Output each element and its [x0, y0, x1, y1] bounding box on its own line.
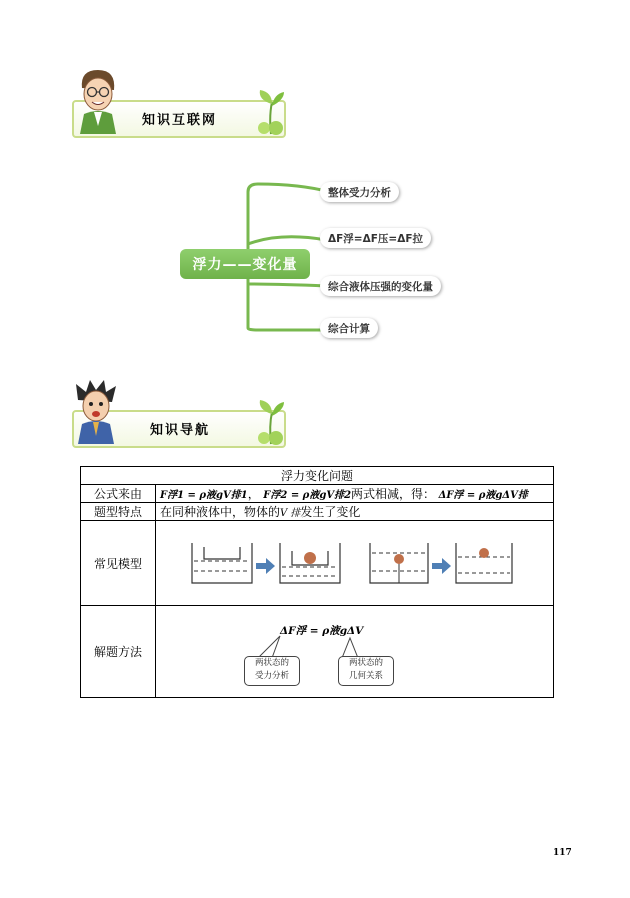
callout-geometry — [338, 656, 394, 686]
section1-title: 知识互联网 — [142, 113, 218, 128]
mindmap-center-node: 浮力——变化量 — [180, 249, 310, 279]
callout-geometry-line1: 两状态的 — [348, 658, 383, 668]
row-label-question-type: 题型特点 — [81, 503, 156, 521]
models-diagram — [156, 521, 552, 605]
callout-geometry-line2: 几何关系 — [348, 671, 383, 681]
question-type-text-before: 在同种液体中，物体的 — [160, 505, 281, 519]
formula-delta: ΔF浮 = ρ液gΔV排 — [438, 490, 528, 501]
mindmap-node-delta-f: ΔF浮=ΔF压=ΔF拉 — [320, 228, 431, 248]
sprout-icon — [254, 88, 288, 136]
callout-force-line1: 两状态的 — [254, 658, 289, 668]
solution-formula: ΔF浮 = ρ液gΔV — [280, 625, 364, 637]
row-label-common-models: 常见模型 — [81, 521, 156, 606]
formula-subtract-text: 两式相减，得： — [351, 487, 436, 501]
page-number: 117 — [553, 848, 572, 858]
model-3-ball-submerged — [370, 543, 428, 583]
question-type-text-after: 发生了变化 — [300, 505, 361, 519]
mindmap-node-calculation: 综合计算 — [320, 318, 378, 338]
callout-force-analysis — [244, 656, 300, 686]
model-1-empty-bowl — [192, 543, 252, 583]
arrow-right-icon — [256, 558, 275, 574]
callout-force-line2: 受力分析 — [254, 671, 289, 681]
model-2-bowl-with-ball — [280, 543, 340, 583]
formula-separator: ， — [247, 487, 260, 501]
row-common-models — [156, 521, 554, 606]
row-formula-origin — [156, 485, 554, 503]
formula-f1: F浮1 = ρ液gV排1 — [160, 490, 248, 501]
row-label-formula-origin: 公式来由 — [81, 485, 156, 503]
callout-pointers — [242, 634, 362, 658]
mindmap-node-liquid-pressure: 综合液体压强的变化量 — [320, 276, 441, 296]
row-question-type — [156, 503, 554, 521]
row-label-solution-method: 解题方法 — [81, 606, 156, 698]
student-avatar-icon — [72, 378, 120, 444]
table-title: 浮力变化问题 — [81, 467, 554, 485]
question-type-symbol: V 排 — [280, 508, 301, 519]
arrow-right-icon — [432, 558, 451, 574]
sprout-icon — [254, 398, 288, 446]
row-solution-method — [156, 606, 554, 698]
mindmap-node-overall-force: 整体受力分析 — [320, 182, 399, 202]
model-4-ball-floating — [456, 543, 512, 583]
section2-title: 知识导航 — [150, 423, 211, 438]
teacher-avatar-icon — [72, 66, 122, 134]
formula-f2: F浮2 = ρ液gV排2 — [263, 490, 352, 501]
buoyancy-change-table — [80, 466, 554, 698]
